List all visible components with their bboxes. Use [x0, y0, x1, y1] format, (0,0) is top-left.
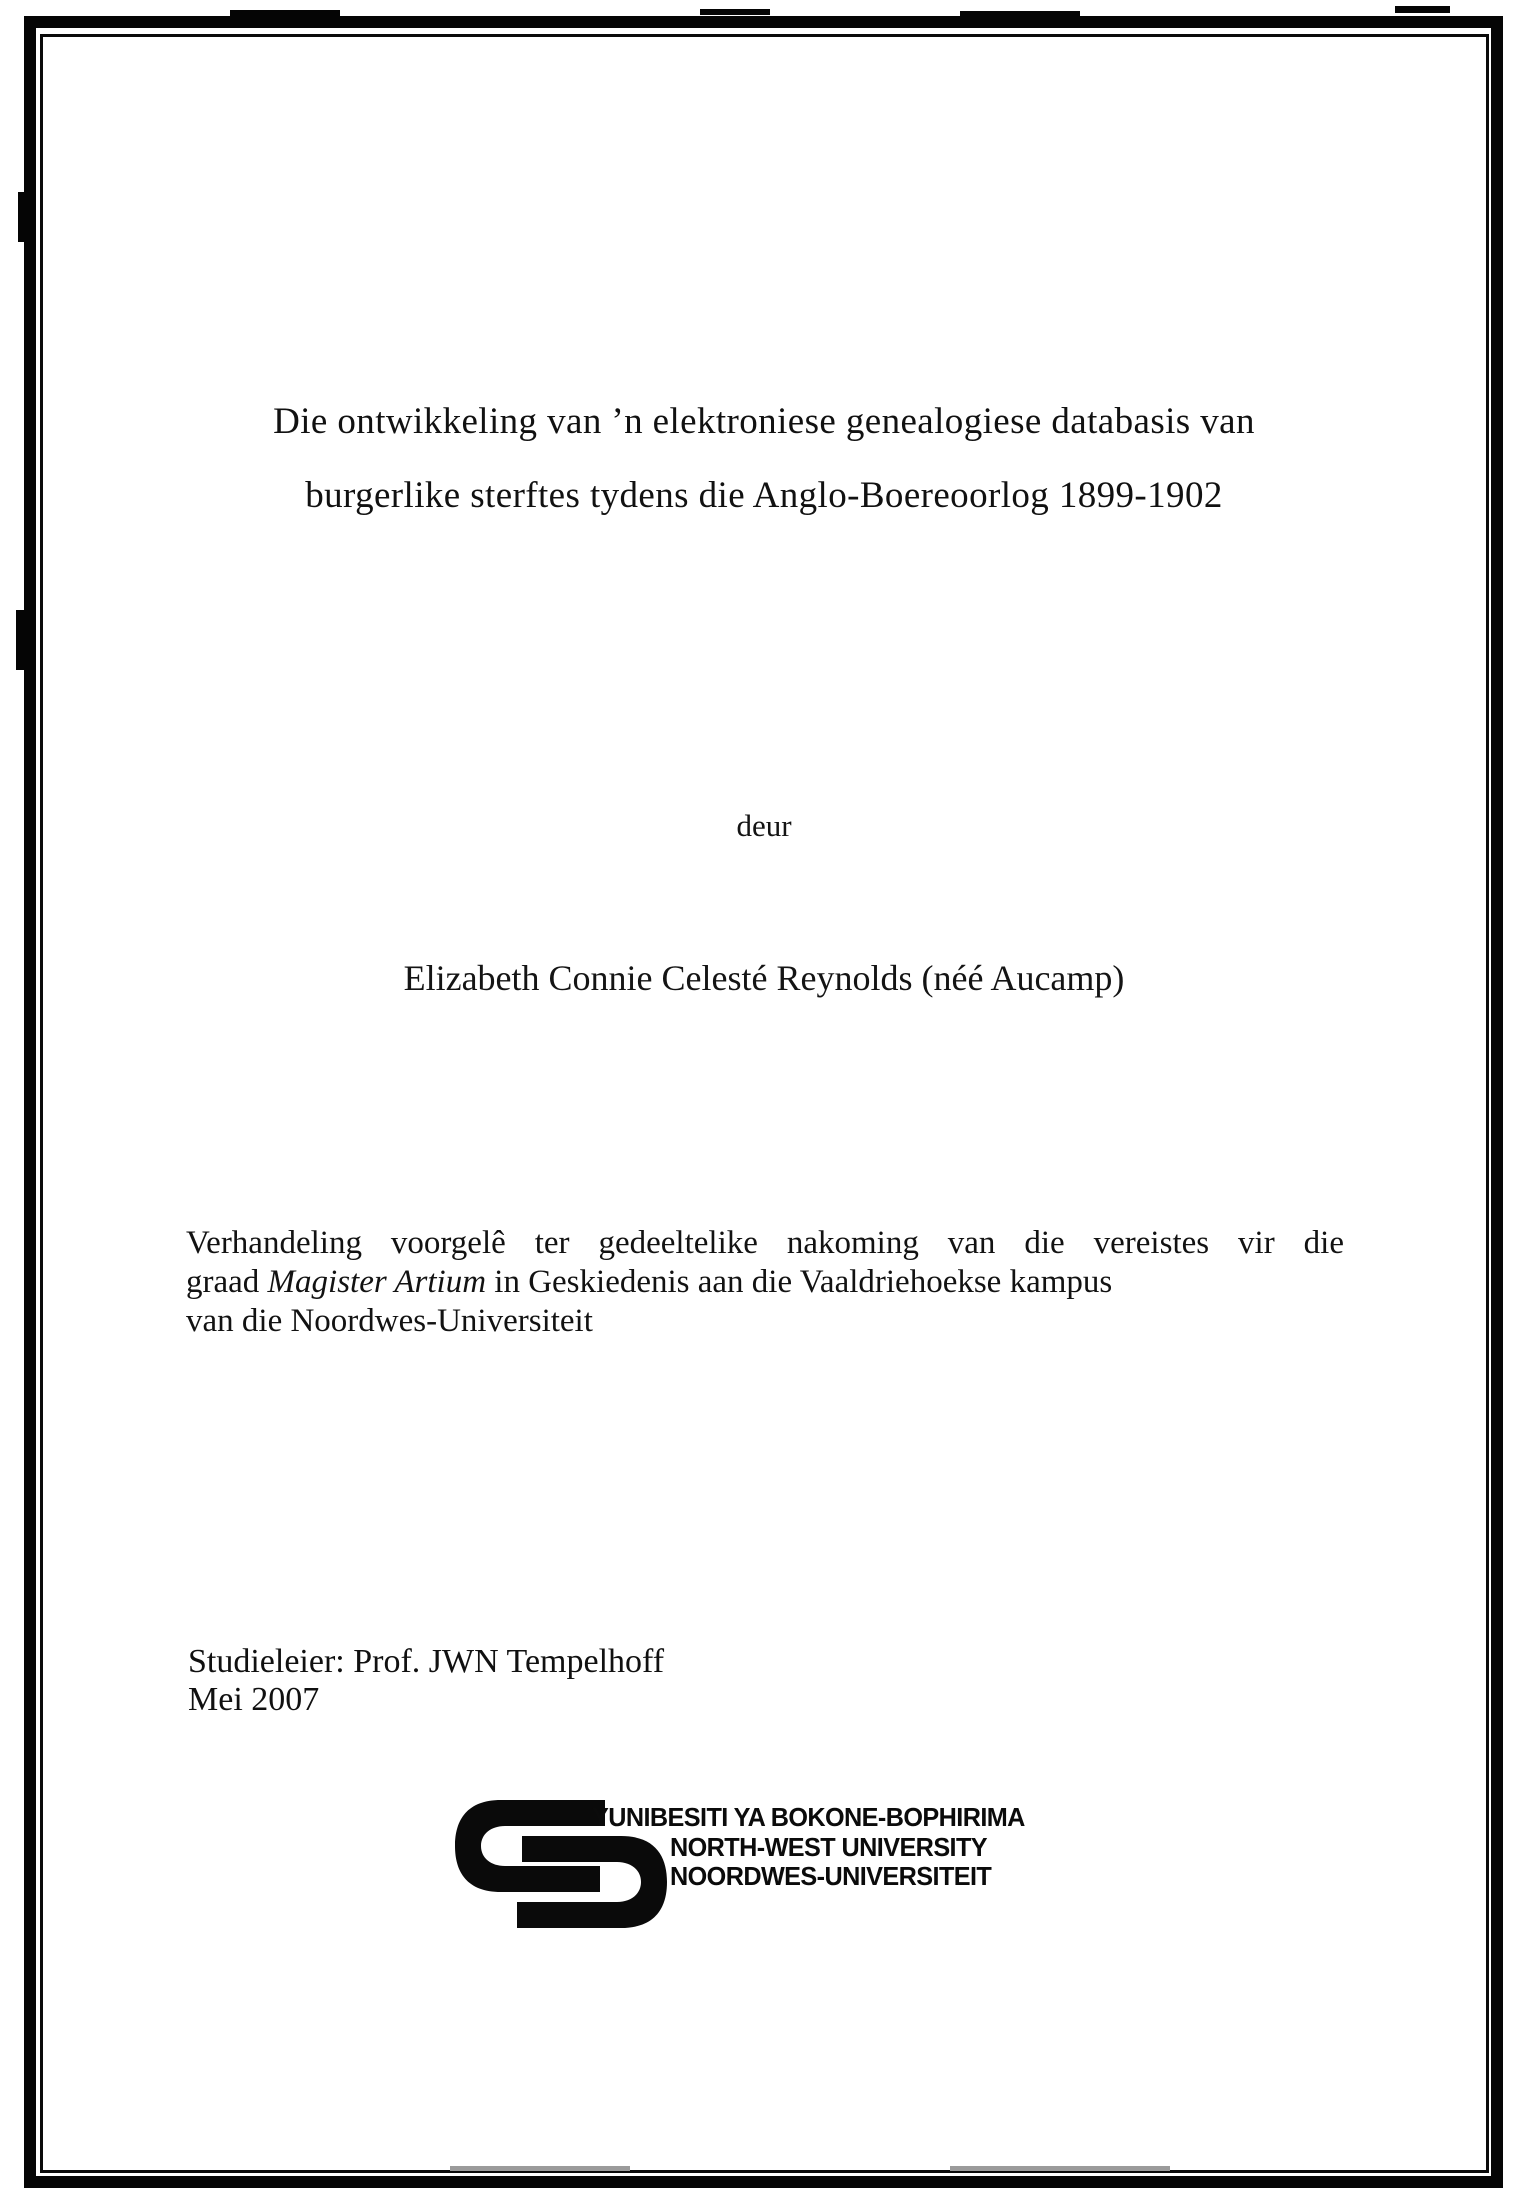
- statement-line-2-post: in Geskiedenis aan die Vaaldriehoekse kampus: [486, 1264, 1113, 1300]
- statement-line-3: van die Noordwes-Universiteit: [186, 1303, 593, 1339]
- supervisor-block: [188, 1643, 664, 1719]
- scan-speck: [1395, 6, 1450, 13]
- scan-speck: [700, 9, 770, 15]
- logo-name-english: NORTH-WEST UNIVERSITY: [670, 1832, 988, 1862]
- statement-line-2: [186, 1263, 1344, 1302]
- scan-speck: [18, 192, 34, 242]
- degree-name: Magister Artium: [267, 1264, 487, 1300]
- supervisor-line: Studieleier: Prof. JWN Tempelhoff: [188, 1643, 665, 1680]
- logo-name-setswana: YUNIBESITI YA BOKONE-BOPHIRIMA: [592, 1802, 1025, 1832]
- thesis-title: [185, 385, 1343, 533]
- date-line: Mei 2007: [188, 1681, 320, 1718]
- thesis-title-line-1: Die ontwikkeling van ’n elektroniese genealogiese databasis van: [273, 401, 1255, 442]
- scan-smudge: [450, 2166, 630, 2171]
- scan-smudge: [950, 2166, 1170, 2171]
- logo-name-afrikaans: NOORDWES-UNIVERSITEIT: [670, 1861, 992, 1891]
- statement-line-2-pre: graad: [186, 1264, 268, 1300]
- author-name: Elizabeth Connie Celesté Reynolds (néé Aucamp): [403, 958, 1125, 998]
- scan-speck: [230, 10, 340, 17]
- statement-line-1: Verhandeling voorgelê ter gedeeltelike nakoming van die vereistes vir die: [186, 1225, 1344, 1261]
- byline-label: deur: [736, 808, 792, 843]
- university-logo: [455, 1798, 1115, 1930]
- scan-speck: [16, 610, 30, 670]
- thesis-statement: [186, 1224, 1344, 1341]
- scan-speck: [960, 11, 1080, 18]
- thesis-title-line-2: burgerlike sterftes tydens die Anglo-Boereoorlog 1899-1902: [305, 475, 1223, 516]
